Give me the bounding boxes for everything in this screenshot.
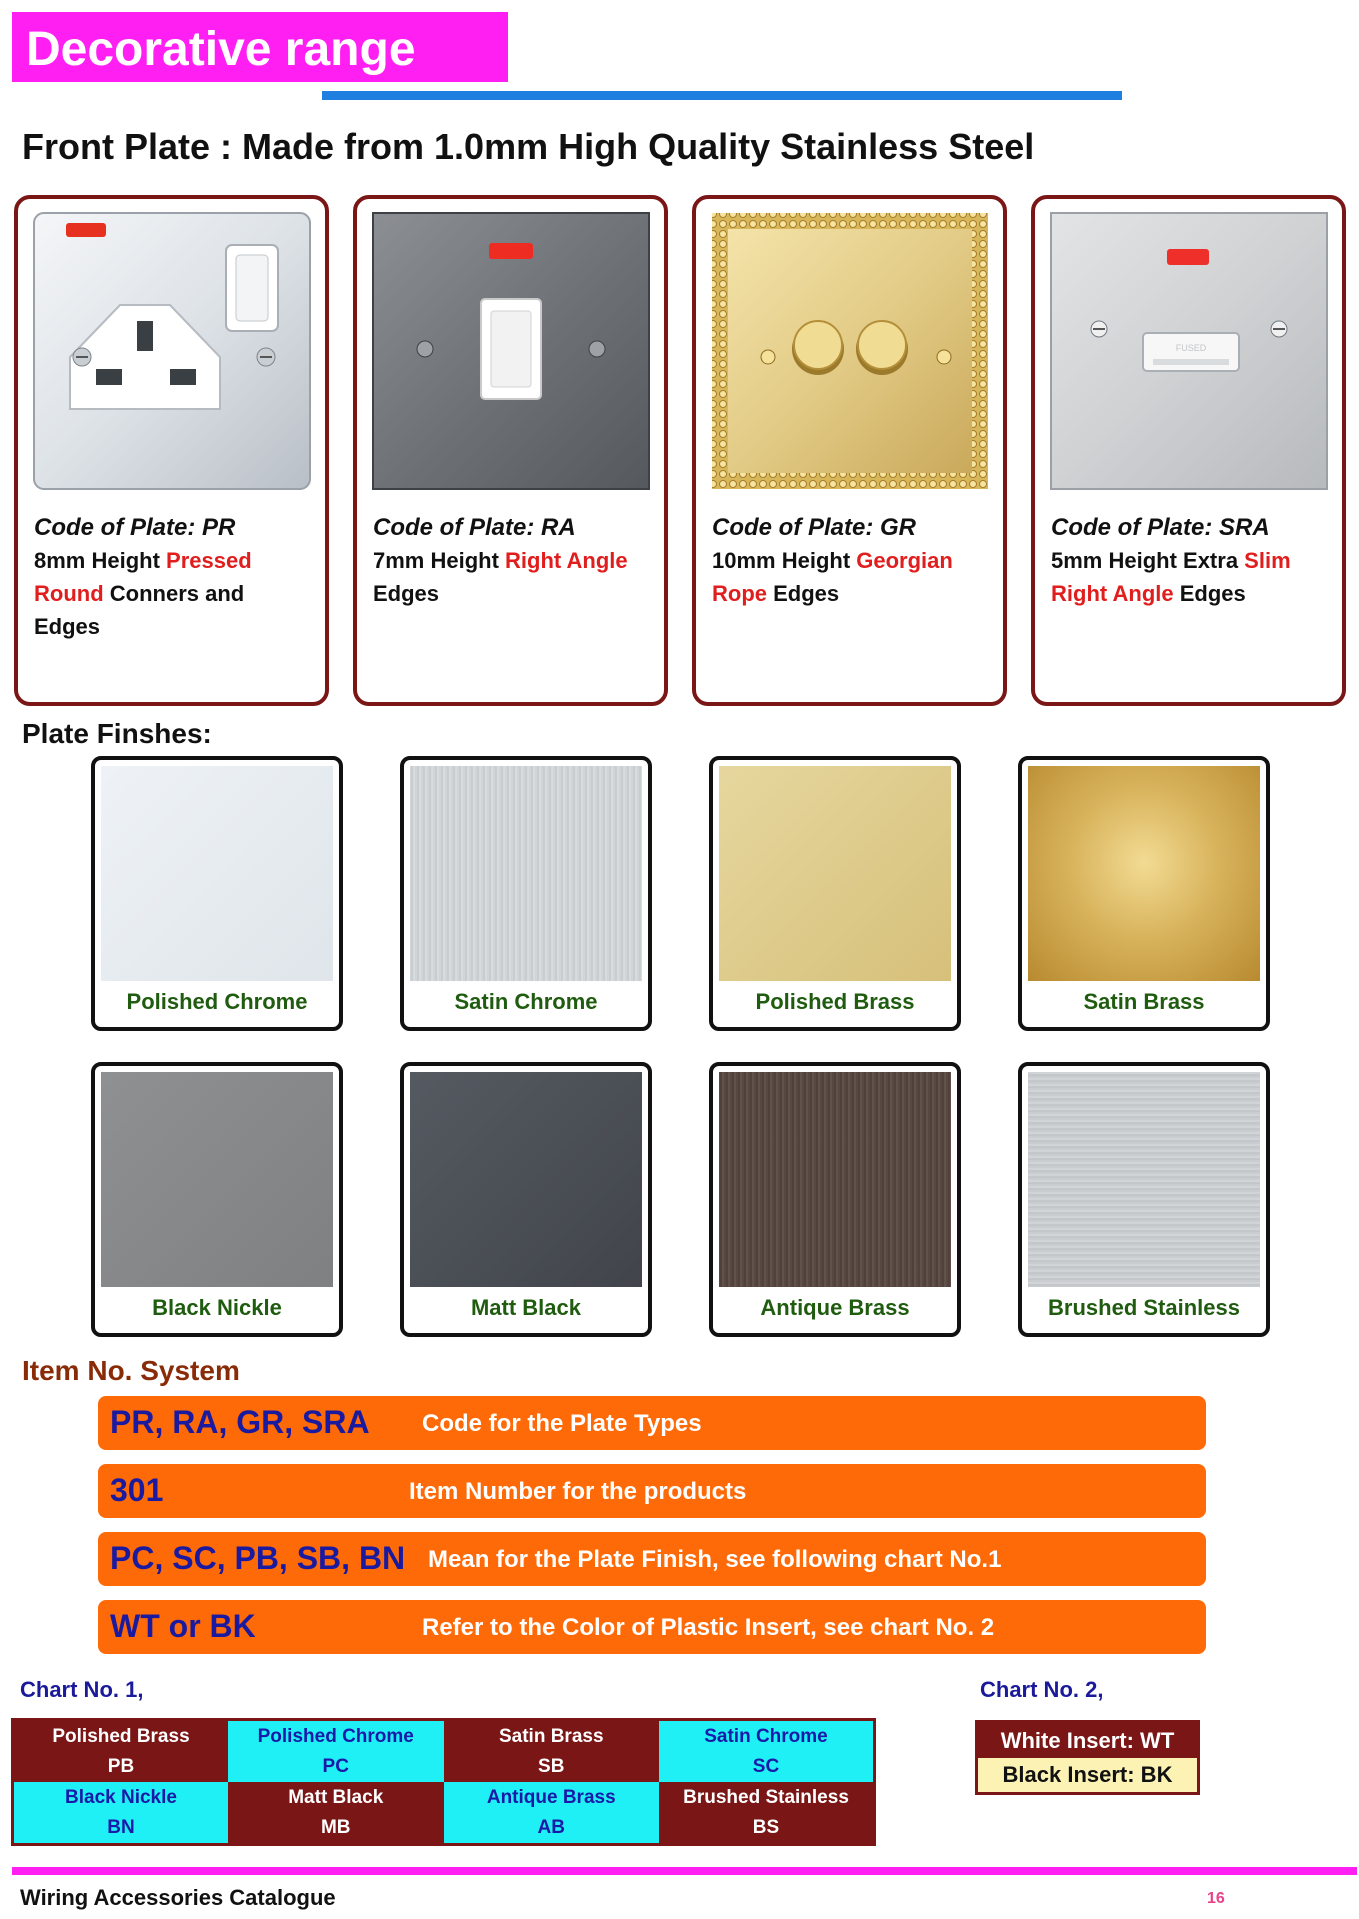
insert-code-chart (975, 1720, 1200, 1795)
finish-swatch (101, 766, 333, 981)
plate-description-pr (34, 511, 315, 643)
black-insert-row: Black Insert: BK (978, 1758, 1197, 1792)
plate-spec-suffix: Edges (373, 581, 440, 606)
finish-label: Antique Brass (760, 1295, 910, 1320)
finishes-heading: Plate Finshes: (22, 718, 212, 749)
plate-code-ra: Code of Plate: RA (373, 514, 576, 541)
chart-cell (13, 1782, 229, 1845)
white-insert-row: White Insert: WT (978, 1723, 1197, 1758)
page-title: Decorative range (26, 23, 416, 76)
plate-spec: 7mm Height (373, 548, 506, 573)
finish-card-antique-brass (709, 1062, 961, 1337)
plate-description-gr (712, 511, 993, 610)
plate-edge-highlight: Slim Right Angle (1051, 548, 1291, 606)
chart-cell-code: BN (107, 1816, 135, 1838)
chart-cell-name: Brushed Stainless (683, 1786, 849, 1808)
finish-card-polished-chrome (91, 756, 343, 1031)
chart-cell (228, 1782, 444, 1845)
item-row-item-number (98, 1464, 1206, 1518)
chart1-label: Chart No. 1, (20, 1677, 144, 1702)
chart-cell-name: Antique Brass (486, 1786, 616, 1808)
finish-swatch (719, 1072, 951, 1287)
item-description: Refer to the Color of Plastic Insert, see chart No. 2 (422, 1614, 995, 1641)
item-description: Mean for the Plate Finish, see following chart No.1 (428, 1546, 1002, 1573)
footer-divider (12, 1867, 1357, 1875)
chart-cell-code: SC (752, 1755, 780, 1777)
finish-swatch (719, 766, 951, 981)
blue-divider (322, 91, 1122, 100)
finish-label: Satin Brass (1083, 989, 1205, 1014)
chart-cell-name: Polished Brass (52, 1725, 190, 1747)
finish-code-chart (11, 1718, 876, 1846)
finish-swatch (1028, 1072, 1260, 1287)
chart-cell (659, 1782, 875, 1845)
plate-spec-suffix: Conners and Edges (34, 581, 245, 639)
finish-card-brushed-stainless (1018, 1062, 1270, 1337)
chart-cell (13, 1720, 229, 1783)
plate-spec-suffix: Edges (1173, 581, 1246, 606)
item-code: WT or BK (110, 1608, 256, 1644)
page-number: 16 (1207, 1890, 1225, 1907)
finish-label: Polished Brass (755, 989, 915, 1014)
chart-cell-code: MB (320, 1816, 351, 1838)
title-banner (12, 12, 508, 82)
plate-card-pr (14, 195, 329, 706)
plate-code-gr: Code of Plate: GR (712, 514, 917, 541)
plate-description-ra (373, 511, 654, 610)
chart-cell-code: PC (322, 1755, 349, 1777)
finish-card-polished-brass (709, 756, 961, 1031)
plate-spec-suffix: Edges (767, 581, 840, 606)
item-code: PR, RA, GR, SRA (110, 1404, 370, 1440)
item-row-insert-color (98, 1600, 1206, 1654)
item-row-plate-types (98, 1396, 1206, 1450)
finish-label: Black Nickle (152, 1295, 282, 1320)
finish-label: Polished Chrome (126, 989, 308, 1014)
chart-cell-code: SB (538, 1755, 565, 1777)
plate-gr-image (708, 209, 992, 499)
chart-cell (444, 1782, 660, 1845)
chart2-label: Chart No. 2, (980, 1677, 1104, 1702)
item-description: Code for the Plate Types (422, 1410, 702, 1437)
chart-cell-code: AB (537, 1816, 565, 1838)
finish-label: Satin Chrome (454, 989, 598, 1014)
section-heading: Front Plate : Made from 1.0mm High Quality Stainless Steel (22, 126, 1035, 167)
finish-label: Brushed Stainless (1048, 1295, 1240, 1320)
chart-cell-name: Matt Black (288, 1786, 384, 1808)
item-row-plate-finish (98, 1532, 1206, 1586)
plate-edge-highlight: Georgian Rope (712, 548, 953, 606)
item-system-heading: Item No. System (22, 1355, 240, 1386)
finish-swatch (101, 1072, 333, 1287)
plate-spec: 8mm Height (34, 548, 167, 573)
finish-card-black-nickle (91, 1062, 343, 1337)
item-code: 301 (110, 1472, 164, 1508)
finish-swatch (410, 1072, 642, 1287)
plate-code-pr: Code of Plate: PR (34, 514, 236, 541)
footer-title: Wiring Accessories Catalogue (20, 1885, 336, 1910)
plate-edge-highlight: Pressed Round (34, 548, 252, 606)
plate-sra-image (1047, 209, 1331, 499)
finish-card-matt-black (400, 1062, 652, 1337)
plate-code-sra: Code of Plate: SRA (1051, 514, 1270, 541)
chart-cell-name: Polished Chrome (257, 1725, 414, 1747)
finish-swatch (1028, 766, 1260, 981)
chart-cell (444, 1720, 660, 1783)
finish-card-satin-brass (1018, 756, 1270, 1031)
item-code: PC, SC, PB, SB, BN (110, 1540, 406, 1576)
chart-cell (228, 1720, 444, 1783)
plate-card-gr (692, 195, 1007, 706)
plate-edge-highlight: Right Angle (505, 548, 628, 573)
chart-cell-name: Satin Brass (498, 1725, 604, 1747)
plate-pr-image (30, 209, 314, 499)
plate-spec: 10mm Height (712, 548, 857, 573)
plate-ra-image (369, 209, 653, 499)
chart-cell-name: Black Nickle (65, 1786, 177, 1808)
item-description: Item Number for the products (409, 1478, 747, 1505)
fused-label: FUSED (1175, 343, 1207, 353)
finish-label: Matt Black (470, 1295, 582, 1320)
chart-cell-code: BS (752, 1816, 780, 1838)
plate-card-ra (353, 195, 668, 706)
plate-description-sra (1051, 511, 1332, 610)
finish-swatch (410, 766, 642, 981)
plate-spec: 5mm Height Extra (1051, 548, 1245, 573)
plate-card-sra (1031, 195, 1346, 706)
finish-card-satin-chrome (400, 756, 652, 1031)
chart-cell (659, 1720, 875, 1783)
chart-cell-name: Satin Chrome (704, 1725, 828, 1747)
chart-cell-code: PB (107, 1755, 135, 1777)
